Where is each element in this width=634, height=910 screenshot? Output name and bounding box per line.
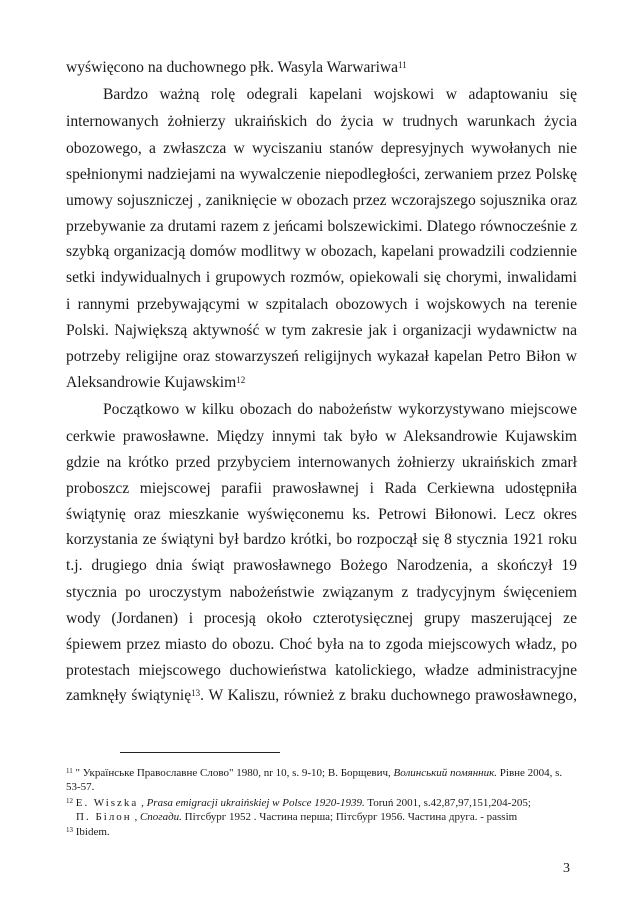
footnote-12-author-2: П. Білон — [76, 811, 132, 823]
footnote-12-title-2: Спогади. — [139, 811, 182, 823]
body-line-text: Bardzo ważną rolę odegrali kapelani wojskowi w adaptowaniu się — [103, 85, 577, 103]
footnote-12-separator: , — [138, 797, 147, 809]
body-line — [66, 191, 577, 211]
footnote-11-text: " Українське Православне Слово" 1980, nr 10, s. 9-10; В. Борщевич, — [72, 767, 394, 779]
body-line-text: protestach miejscowego duchowieństwa katolickiego, władze administracyjne — [66, 661, 577, 679]
body-line — [66, 112, 577, 132]
footnote-reference: 12 — [236, 374, 246, 385]
body-line — [103, 85, 577, 105]
body-line-text: Początkowo w kilku obozach do nabożeństw wykorzystywano miejscowe — [103, 401, 577, 418]
body-line-text-continued: . W Kaliszu, również z braku duchownego prawosławnego, — [200, 687, 577, 705]
body-line-text: cerkwie prawosławne. Między innymi tak było w Aleksandrowie Kujawskim — [66, 428, 577, 446]
body-line — [66, 295, 577, 315]
footnote-13-text: Ibidem. — [73, 826, 110, 838]
body-line — [103, 400, 577, 420]
footnote-12-number: 12 — [66, 797, 73, 805]
body-line-text: szybką organizacją domów modlitwy w obozach, kapelani prowadzili codziennie — [66, 243, 577, 261]
body-line-text: spełnionymi nadziejami na wywalczenie niepodległości, zerwaniem przez Polskę — [66, 166, 577, 184]
footnote-reference: 13 — [191, 688, 201, 699]
body-line — [66, 530, 577, 550]
body-line — [66, 347, 577, 367]
body-line — [66, 242, 577, 262]
footnote-12-text-2: Пітсбург 1952 . Частина перша; Пітсбург 1956. Частина друга. - passim — [181, 811, 518, 823]
footnote-reference: 11 — [398, 59, 407, 70]
body-line — [66, 505, 577, 525]
body-line-text: potrzeby religijne oraz stowarzyszeń religijnych wykazał kapelan Petro Biłon w — [66, 347, 577, 365]
body-line-text: śpiewem przez miasto do obozu. Choć była na to zgoda miejscowych władz, po — [66, 635, 577, 653]
body-line-text: Polski. Największą aktywność w tym zakresie jak i organizacji wydawnictw na — [66, 322, 577, 340]
body-line-text: proboszcz miejscowej parafii prawosławnej i Rada Cerkiewna udostępniła — [66, 479, 577, 497]
body-line-text: korzystania ze świątyni był bardzo krótki, bo rozpoczął się 8 stycznia 1921 roku — [66, 531, 577, 549]
footnote-13 — [66, 826, 586, 839]
body-line — [66, 268, 577, 288]
body-line-text: Aleksandrowie Kujawskim — [66, 373, 237, 391]
footnote-11 — [66, 767, 586, 780]
body-line-text: setki indywidualnych i grupowych rozmów, opiekowali się chorymi, inwalidami — [66, 269, 577, 287]
footnote-12-author: E. Wiszka — [75, 797, 139, 809]
body-line-text: gdzie na krótko przed przybyciem internowanych żołnierzy ukraińskich zmarł — [66, 454, 577, 472]
footnote-12-text: Toruń 2001, s.42,87,97,151,204-205; — [364, 797, 531, 809]
footnote-13-number: 13 — [66, 826, 73, 834]
body-line — [66, 661, 577, 681]
footnote-separator — [120, 752, 280, 753]
body-line — [66, 165, 577, 185]
body-line — [66, 453, 577, 473]
body-line — [66, 556, 577, 576]
body-line — [66, 217, 577, 237]
body-line-text: stycznia po uroczystym nabożeństwie związanym z tradycyjnym święceniem — [66, 584, 577, 602]
body-line — [66, 321, 577, 341]
footnote-11-title: Волинський помянник. — [393, 767, 498, 779]
footnote-11-continuation: 53-57. — [66, 781, 95, 793]
body-line — [66, 373, 577, 393]
body-line — [66, 635, 577, 655]
body-line — [66, 139, 577, 159]
body-line — [66, 479, 577, 499]
body-line-text: świątynię oraz mieszkanie wyświęconemu ks. Petrowi Biłonowi. Lecz okres — [66, 505, 577, 523]
body-line-text: i rannymi przebywającymi w szpitalach obozowych i wojskowych na terenie — [66, 296, 577, 314]
body-line-text: t.j. drugiego dnia świąt prawosławnego Bożego Narodzenia, a skończył 19 — [66, 557, 577, 574]
body-line — [66, 583, 577, 603]
body-line-text: wyświęcono na duchownego płk. Wasyla Warwariwa — [66, 58, 399, 76]
footnote-11-text-end: Рівне 2004, s. — [497, 767, 563, 779]
page-number: 3 — [563, 861, 570, 876]
footnote-12-continuation — [76, 811, 596, 824]
footnote-12-title: Prasa emigracji ukraińskiej w Polsce 1920-1939. — [146, 797, 365, 809]
body-line — [66, 58, 577, 78]
body-line-text: internowanych żołnierzy ukraińskich do życia w trudnych warunkach życia — [66, 113, 577, 131]
body-line-text: umowy sojuszniczej , zaniknięcie w obozach przez wczorajszego sojusznika oraz — [66, 191, 577, 209]
body-line-text: wody (Jordanen) i procesją około czterotysięcznej grupy maszerującej ze — [66, 610, 577, 628]
body-line — [66, 686, 577, 706]
body-line — [66, 427, 577, 447]
footnote-12-separator-2: , — [131, 811, 140, 823]
body-line-text: zamknęły świątynię — [66, 687, 192, 705]
body-line-text: obozowego, a zwłaszcza w wyciszaniu stanów depresyjnych wywołanych nie — [66, 140, 577, 158]
body-line — [66, 609, 577, 629]
footnote-12 — [66, 797, 586, 810]
body-line-text: przebywanie za drutami razem z jeńcami bolszewickimi. Dlatego równocześnie z — [66, 217, 577, 235]
footnote-11-number: 11 — [66, 767, 73, 775]
